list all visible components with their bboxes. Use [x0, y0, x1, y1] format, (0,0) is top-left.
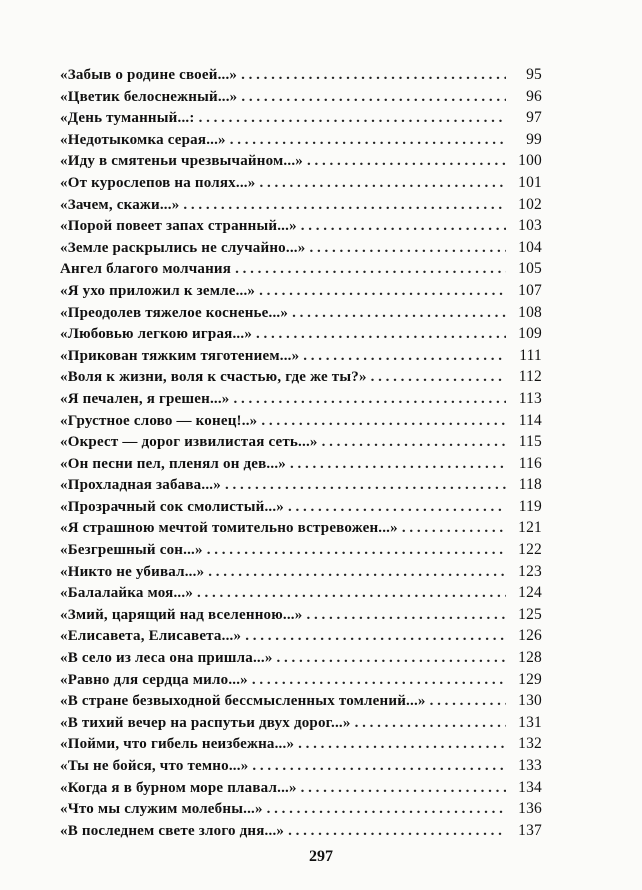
toc-entry-page: 128 — [518, 649, 542, 667]
toc-entry-page: 123 — [518, 562, 542, 580]
toc-entry — [60, 412, 542, 434]
toc-entry — [60, 627, 542, 649]
toc-entry-page: 96 — [526, 87, 542, 105]
dot-leader — [252, 758, 506, 775]
toc-entry-title: «Прозрачный сок смолистый...» — [60, 498, 285, 515]
toc-entry-title: «Змий, царящий над вселенною...» — [60, 606, 303, 623]
toc-entry — [60, 649, 542, 671]
toc-entry — [60, 757, 542, 779]
toc-entry — [60, 519, 542, 541]
toc-entry — [60, 735, 542, 757]
toc-entry — [60, 606, 542, 628]
toc-entry-page: 136 — [518, 800, 542, 818]
toc-entry-page: 116 — [518, 454, 542, 472]
toc-entry-page: 101 — [518, 173, 542, 191]
toc-entry — [60, 325, 542, 347]
toc-entry-title: «Преодолев тяжелое косненье...» — [60, 304, 289, 321]
toc-entry — [60, 260, 542, 282]
toc-entry-page: 107 — [518, 281, 542, 299]
dot-leader — [371, 369, 506, 386]
toc-entry-title: «День туманный...: — [60, 110, 195, 127]
toc-entry-page: 113 — [518, 389, 542, 407]
toc-entry — [60, 66, 542, 88]
toc-entry-title: «Иду в смятеньи чрезвычайном...» — [60, 153, 303, 170]
toc-entry — [60, 239, 542, 261]
toc-entry-title: «Елисавета, Елисавета...» — [60, 628, 242, 645]
dot-leader — [292, 305, 506, 322]
toc-entry-page: 131 — [518, 713, 542, 731]
toc-entry-title: «Забыв о родине своей...» — [60, 67, 238, 83]
dot-leader — [259, 175, 506, 192]
toc-entry-page: 126 — [518, 627, 542, 645]
toc-entry-title: «В последнем свете злого дня...» — [60, 822, 285, 839]
toc-entry-page: 137 — [518, 821, 542, 839]
dot-leader — [307, 153, 506, 170]
dot-leader — [267, 801, 506, 818]
toc-entry-page: 100 — [518, 152, 542, 170]
toc-entry — [60, 692, 542, 714]
toc-entry-page: 129 — [518, 670, 542, 688]
toc-entry-title: «Безгрешный сон...» — [60, 542, 203, 559]
toc-entry-title: «От курослепов на полях...» — [60, 174, 256, 191]
dot-leader — [303, 348, 506, 365]
toc-entry — [60, 714, 542, 736]
dot-leader — [234, 391, 506, 408]
toc-entry — [60, 563, 542, 585]
toc-entry-page: 95 — [526, 66, 542, 83]
toc-entry-page: 102 — [518, 195, 542, 213]
toc-entry — [60, 217, 542, 239]
dot-leader — [309, 240, 506, 257]
page-number: 297 — [309, 848, 333, 865]
toc-entry-page: 121 — [518, 519, 542, 537]
table-of-contents — [60, 66, 542, 843]
dot-leader — [288, 823, 506, 840]
toc-entry-page: 109 — [518, 325, 542, 343]
toc-entry-title: «Окрест — дорог извилистая сеть...» — [60, 434, 318, 451]
dot-leader — [306, 607, 506, 624]
dot-leader — [402, 520, 506, 537]
toc-entry-title: Ангел благого молчания — [60, 261, 232, 278]
toc-entry-title: «Что мы служим молебны...» — [60, 801, 263, 818]
toc-entry — [60, 498, 542, 520]
dot-leader — [235, 261, 506, 278]
toc-entry-page: 97 — [526, 109, 542, 127]
toc-entry-title: «Зачем, скажи...» — [60, 196, 180, 213]
dot-leader — [355, 715, 506, 732]
toc-entry-title: «В село из леса она пришла...» — [60, 650, 273, 667]
dot-leader — [298, 736, 506, 753]
toc-entry — [60, 584, 542, 606]
dot-leader — [199, 110, 506, 127]
toc-entry-title: «Ты не бойся, что темно...» — [60, 758, 249, 774]
toc-entry — [60, 455, 542, 477]
toc-entry-title: «В стране безвыходной бессмысленных томлений...» — [60, 693, 426, 710]
toc-entry-page: 112 — [518, 368, 542, 386]
toc-entry-page: 119 — [518, 497, 542, 515]
toc-entry — [60, 671, 542, 693]
toc-entry-title: «Я страшною мечтой томительно встревожен...» — [60, 520, 398, 537]
dot-leader — [241, 67, 506, 84]
dot-leader — [245, 628, 506, 645]
toc-entry-title: «В тихий вечер на распутьи двух дорог...» — [60, 714, 351, 731]
dot-leader — [322, 434, 506, 451]
toc-entry-title: «Грустное слово — конец!..» — [60, 412, 258, 429]
toc-entry-page: 115 — [518, 433, 542, 451]
toc-entry-page: 124 — [518, 584, 542, 602]
toc-entry — [60, 433, 542, 455]
toc-entry-title: «Цветик белоснежный...» — [60, 88, 238, 105]
toc-entry-title: «Никто не убивал...» — [60, 563, 205, 580]
dot-leader — [241, 89, 506, 106]
toc-entry-title: «Я печален, я грешен...» — [60, 390, 230, 407]
toc-entry-page: 108 — [518, 303, 542, 321]
toc-entry-page: 105 — [518, 260, 542, 278]
toc-entry-page: 99 — [526, 130, 542, 148]
toc-entry-title: «Воля к жизни, воля к счастью, где же ты?» — [60, 369, 367, 386]
dot-leader — [301, 218, 506, 235]
toc-entry-title: «Когда я в бурном море плавал...» — [60, 779, 297, 796]
dot-leader — [183, 197, 506, 214]
toc-entry-page: 130 — [518, 692, 542, 710]
toc-entry — [60, 390, 542, 412]
dot-leader — [288, 499, 506, 516]
toc-entry-title: «Пойми, что гибель неизбежна...» — [60, 736, 295, 753]
dot-leader — [259, 283, 506, 300]
toc-entry-page: 111 — [519, 346, 542, 364]
toc-entry-title: «Порой повеет запах странный...» — [60, 218, 297, 235]
toc-entry — [60, 88, 542, 110]
toc-entry — [60, 822, 542, 844]
toc-entry-page: 103 — [518, 217, 542, 235]
toc-entry — [60, 152, 542, 174]
toc-entry — [60, 282, 542, 304]
toc-entry-title: «Любовью легкою играя...» — [60, 326, 253, 343]
toc-entry-title: «Я ухо приложил к земле...» — [60, 282, 256, 299]
dot-leader — [290, 456, 506, 473]
dot-leader — [301, 780, 506, 797]
dot-leader — [207, 542, 506, 559]
toc-entry-page: 118 — [518, 476, 542, 494]
toc-entry-page: 125 — [518, 605, 542, 623]
toc-entry-title: «Недотыкомка серая...» — [60, 131, 226, 148]
toc-entry-title: «Он песни пел, пленял он дев...» — [60, 455, 286, 472]
toc-entry — [60, 196, 542, 218]
toc-entry-page: 133 — [518, 757, 542, 774]
toc-entry-page: 132 — [518, 735, 542, 753]
toc-entry — [60, 347, 542, 369]
dot-leader — [256, 326, 506, 343]
toc-entry — [60, 541, 542, 563]
toc-entry-title: «Прикован тяжким тяготением...» — [60, 347, 300, 364]
dot-leader — [197, 585, 506, 602]
toc-entry — [60, 368, 542, 390]
toc-entry — [60, 779, 542, 801]
toc-entry-page: 104 — [518, 238, 542, 256]
toc-entry-page: 134 — [518, 778, 542, 796]
dot-leader — [277, 650, 506, 667]
toc-entry-title: «Равно для сердца мило...» — [60, 671, 248, 688]
toc-entry — [60, 109, 542, 131]
dot-leader — [230, 132, 506, 149]
toc-entry-page: 122 — [518, 541, 542, 559]
toc-entry-title: «Прохладная забава...» — [60, 477, 221, 494]
toc-entry-page: 114 — [518, 411, 542, 429]
toc-entry — [60, 800, 542, 822]
toc-entry-title: «Земле раскрылись не случайно...» — [60, 239, 306, 256]
dot-leader — [225, 477, 506, 494]
dot-leader — [252, 672, 506, 689]
dot-leader — [430, 693, 506, 710]
toc-entry-title: «Балалайка моя...» — [60, 585, 194, 602]
toc-entry — [60, 476, 542, 498]
dot-leader — [261, 413, 506, 430]
dot-leader — [208, 564, 506, 581]
toc-entry — [60, 174, 542, 196]
toc-entry — [60, 131, 542, 153]
toc-entry — [60, 304, 542, 326]
